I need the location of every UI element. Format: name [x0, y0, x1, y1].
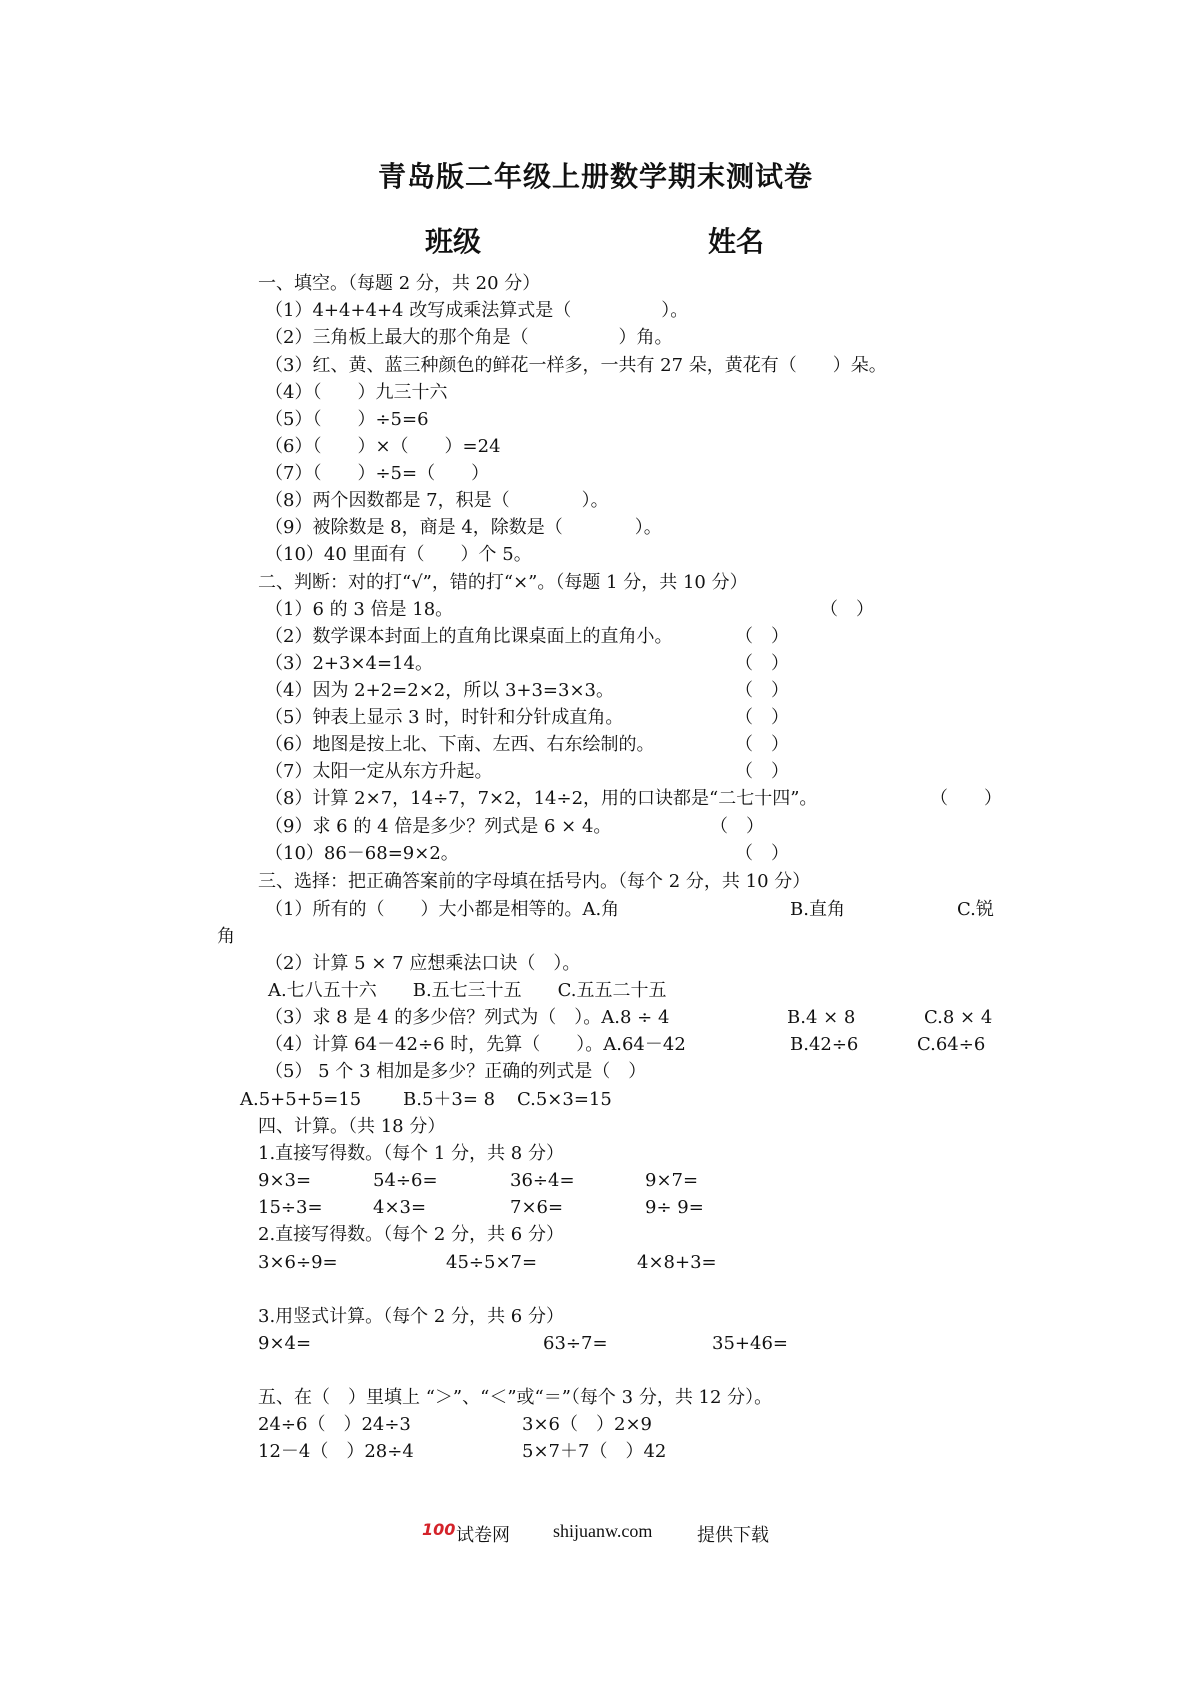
- section3-heading: 三、选择：把正确答案前的字母填在括号内。（每个 2 分，共 10 分）: [258, 871, 811, 892]
- section5-heading: 五、在（ ）里填上 “＞”、“＜”或“＝”（每个 3 分，共 12 分）。: [258, 1387, 773, 1408]
- s3-q1-option-c: C.锐: [957, 899, 994, 920]
- s2-paren-10: （ ）: [735, 843, 789, 864]
- s3-q4-option-b: B.42÷6: [790, 1034, 859, 1055]
- s1-item-4: （4）（ ）九三十六: [265, 382, 448, 403]
- s2-paren-5: （ ）: [735, 707, 789, 728]
- s3-q2-text: （2）计算 5 × 7 应想乘法口诀（ ）。: [265, 953, 581, 974]
- s3-q1-wrap: 角: [217, 926, 235, 947]
- s2-paren-2: （ ）: [735, 626, 789, 647]
- s3-q4-option-c: C.64÷6: [917, 1034, 986, 1055]
- calc-cell: 9×4=: [258, 1333, 312, 1354]
- s4-part3-heading: 3.用竖式计算。（每个 2 分，共 6 分）: [258, 1306, 564, 1327]
- s4-part2-heading: 2.直接写得数。（每个 2 分，共 6 分）: [258, 1224, 564, 1245]
- s1-item-5: （5）（ ）÷5=6: [265, 409, 429, 430]
- s2-item-7: （7）太阳一定从东方升起。: [265, 761, 493, 782]
- s3-q3-text: （3）求 8 是 4 的多少倍？列式为（ ）。A.8 ÷ 4: [265, 1007, 670, 1028]
- calc-cell: 9×3=: [258, 1170, 312, 1191]
- page-title: 青岛版二年级上册数学期末测试卷: [377, 160, 813, 193]
- s3-q5-option-a: A.5+5+5=15: [240, 1089, 362, 1110]
- s2-paren-9: （ ）: [710, 816, 764, 837]
- s3-q4-text: （4）计算 64－42÷6 时，先算（ ）。A.64－42: [265, 1034, 686, 1055]
- s2-item-2: （2）数学课本封面上的直角比课桌面上的直角小。: [265, 626, 673, 647]
- s2-item-5: （5）钟表上显示 3 时，时针和分针成直角。: [265, 707, 624, 728]
- s3-q5-option-c: C.5×3=15: [517, 1089, 612, 1110]
- compare-cell: 12－4（ ）28÷4: [258, 1441, 414, 1462]
- footer-url[interactable]: shijuanw.com: [553, 1521, 653, 1541]
- compare-cell: 24÷6（ ）24÷3: [258, 1414, 411, 1435]
- s1-item-3: （3）红、黄、蓝三种颜色的鲜花一样多，一共有 27 朵，黄花有（ ）朵。: [265, 355, 887, 376]
- site-logo: 100: [422, 1520, 456, 1539]
- calc-cell: 9÷ 9=: [645, 1197, 704, 1218]
- s3-q3-option-b: B.4 × 8: [787, 1007, 856, 1028]
- calc-cell: 36÷4=: [510, 1170, 575, 1191]
- s1-item-2: （2）三角板上最大的那个角是（ ）角。: [265, 327, 673, 348]
- s1-item-7: （7）（ ）÷5=（ ）: [265, 463, 490, 484]
- s2-item-8: （8）计算 2×7，14÷7，7×2，14÷2，用的口诀都是“二七十四”。: [265, 788, 818, 809]
- s1-item-1: （1）4+4+4+4 改写成乘法算式是（ ）。: [265, 300, 689, 321]
- calc-cell: 9×7=: [645, 1170, 699, 1191]
- calc-cell: 35+46=: [712, 1333, 788, 1354]
- name-label: 姓名: [708, 225, 765, 258]
- s2-item-4: （4）因为 2+2=2×2，所以 3+3=3×3。: [265, 680, 615, 701]
- s2-item-6: （6）地图是按上北、下南、左西、右东绘制的。: [265, 734, 655, 755]
- s1-item-6: （6）（ ）×（ ）=24: [265, 436, 501, 457]
- section1-heading: 一、填空。（每题 2 分，共 20 分）: [258, 273, 541, 294]
- s1-item-9: （9）被除数是 8，商是 4，除数是（ ）。: [265, 517, 662, 538]
- compare-cell: 5×7＋7（ ）42: [522, 1441, 667, 1462]
- s3-q3-option-c: C.8 × 4: [924, 1007, 993, 1028]
- class-label: 班级: [425, 225, 482, 258]
- s1-item-8: （8）两个因数都是 7，积是（ ）。: [265, 490, 609, 511]
- footer-site-name: 试卷网: [456, 1525, 510, 1546]
- calc-cell: 3×6÷9=: [258, 1252, 338, 1273]
- s2-paren-1: （ ）: [820, 599, 874, 620]
- s2-item-1: （1）6 的 3 倍是 18。: [265, 599, 454, 620]
- calc-cell: 54÷6=: [373, 1170, 438, 1191]
- calc-cell: 15÷3=: [258, 1197, 323, 1218]
- s3-q5-option-b: B.5＋3= 8: [403, 1089, 496, 1110]
- compare-cell: 3×6（ ）2×9: [522, 1414, 652, 1435]
- s2-paren-6: （ ）: [735, 734, 789, 755]
- s2-item-3: （3）2+3×4=14。: [265, 653, 433, 674]
- section4-heading: 四、计算。（共 18 分）: [258, 1116, 446, 1137]
- s3-q1-option-b: B.直角: [790, 899, 845, 920]
- s1-item-10: （10）40 里面有（ ）个 5。: [265, 544, 532, 565]
- section2-heading: 二、判断：对的打“√”，错的打“×”。（每题 1 分，共 10 分）: [258, 572, 748, 593]
- s2-paren-7: （ ）: [735, 761, 789, 782]
- footer-tail: 提供下载: [697, 1525, 769, 1546]
- s2-item-10: （10）86－68=9×2。: [265, 843, 459, 864]
- calc-cell: 7×6=: [510, 1197, 564, 1218]
- s2-paren-3: （ ）: [735, 653, 789, 674]
- s2-item-9: （9）求 6 的 4 倍是多少？列式是 6 × 4。: [265, 816, 612, 837]
- s3-q1-text: （1）所有的（ ）大小都是相等的。A.角: [265, 899, 620, 920]
- calc-cell: 45÷5×7=: [446, 1252, 538, 1273]
- s2-paren-4: （ ）: [735, 680, 789, 701]
- s3-q2-options: A.七八五十六 B.五七三十五 C.五五二十五: [268, 980, 667, 1001]
- s3-q5-text: （5） 5 个 3 相加是多少？正确的列式是（ ）: [265, 1061, 647, 1082]
- s4-part1-heading: 1.直接写得数。（每个 1 分，共 8 分）: [258, 1143, 564, 1164]
- calc-cell: 63÷7=: [543, 1333, 608, 1354]
- calc-cell: 4×3=: [373, 1197, 427, 1218]
- calc-cell: 4×8+3=: [637, 1252, 717, 1273]
- s2-paren-8: （ ）: [930, 788, 1002, 809]
